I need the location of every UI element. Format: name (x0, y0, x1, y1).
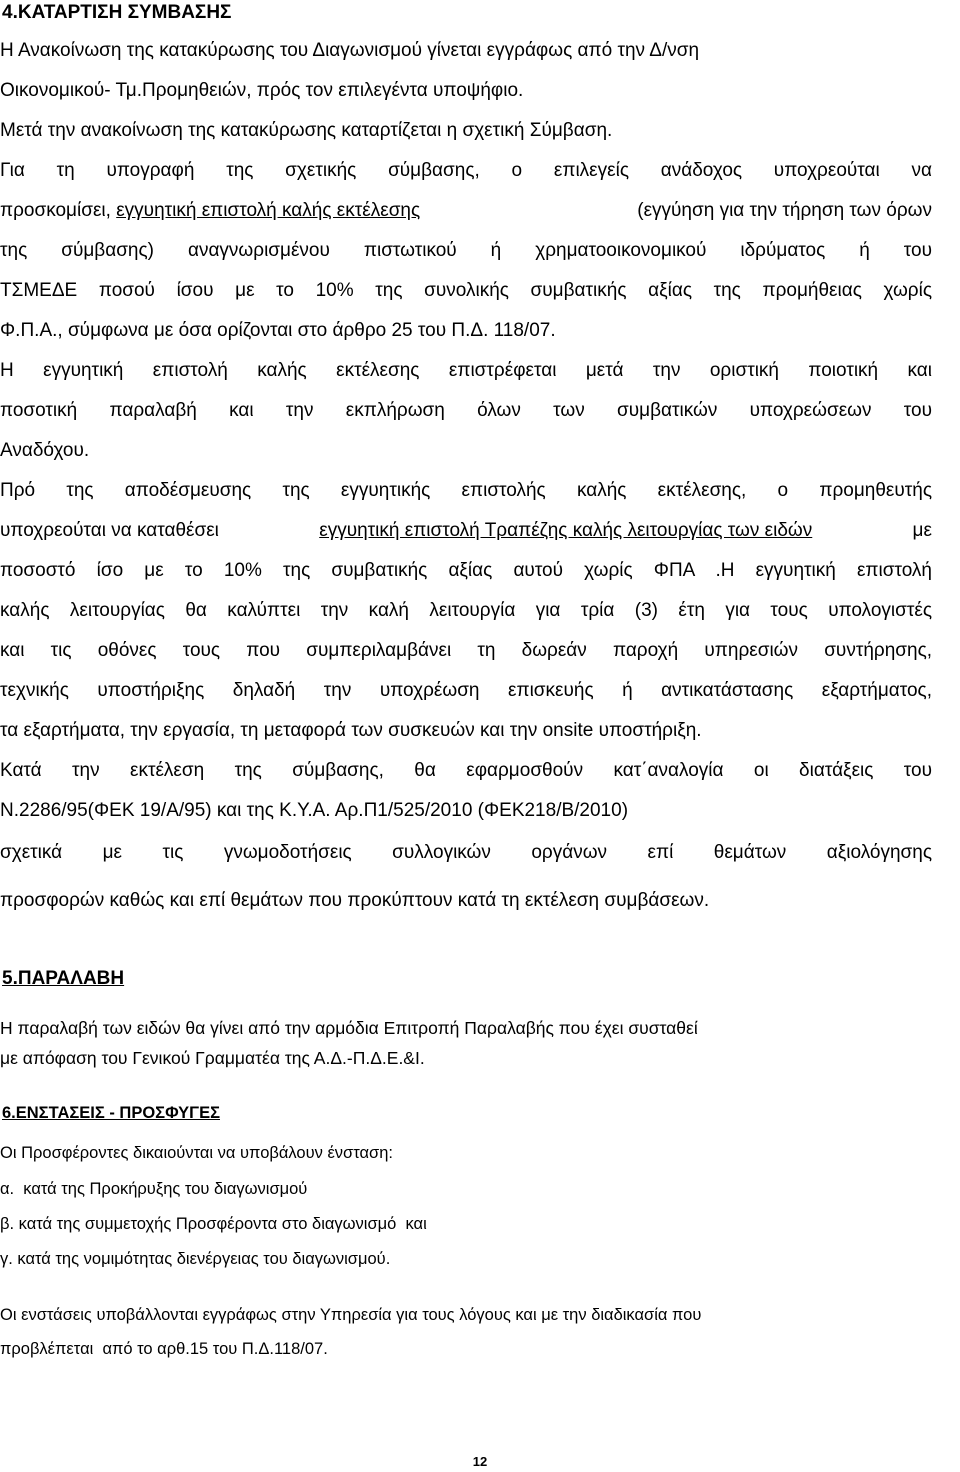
section-4-line: Μετά την ανακοίνωση της κατακύρωσης καταρτίζεται η σχετική Σύμβαση. (0, 120, 613, 141)
section-4-line: Η εγγυητική επιστολή καλής εκτέλεσης επιστρέφεται μετά την οριστική ποιοτική και (0, 360, 932, 381)
section-5-line: Η παραλαβή των ειδών θα γίνει από την αρμόδια Επιτροπή Παραλαβής που έχει συσταθεί (0, 1018, 698, 1038)
text-run: υποχρεούται να καταθέσει (0, 520, 225, 541)
section-4-line: σχετικά με τις γνωμοδοτήσεις συλλογικών οργάνων επί θεμάτων αξιολόγησης (0, 842, 932, 863)
guarantee-letter-term: εγγυητική επιστολή καλής εκτέλεσης (116, 200, 421, 221)
section-4-line: Αναδόχου. (0, 440, 90, 461)
text-run: προσκομίσει, (0, 200, 117, 221)
section-4-line: Η Ανακοίνωση της κατακύρωσης του Διαγωνισμού γίνεται εγγράφως από την Δ/νση (0, 40, 700, 61)
section-4-line: τα εξαρτήματα, την εργασία, τη μεταφορά των συσκευών και την onsite υποστήριξη. (0, 720, 702, 741)
warranty-letter-term: εγγυητική επιστολή Τραπέζης καλής λειτουργίας των ειδών (319, 520, 813, 541)
section-6-line: Οι ενστάσεις υποβάλλονται εγγράφως στην Υπηρεσία για τους λόγους και με την διαδικασία που (0, 1306, 702, 1324)
text-run: με (907, 520, 932, 541)
section-6-line: Οι Προσφέροντες δικαιούνται να υποβάλουν ένσταση: (0, 1144, 393, 1162)
section-6-heading: 6.ΕΝΣΤΑΣΕΙΣ - ΠΡΟΣΦΥΓΕΣ (2, 1104, 220, 1122)
section-4-heading: 4.ΚΑΤΑΡΤΙΣΗ ΣΥΜΒΑΣΗΣ (2, 2, 232, 23)
section-4-line: ποσοστό ίσο με το 10% της συμβατικής αξίας αυτού χωρίς ΦΠΑ .Η εγγυητική επιστολή (0, 560, 932, 581)
section-4-line: ποσοτική παραλαβή και την εκπλήρωση όλων των συμβατικών υποχρεώσεων του (0, 400, 932, 421)
section-4-line: προσφορών καθώς και επί θεμάτων που προκύπτουν κατά τη εκτέλεση συμβάσεων. (0, 890, 710, 911)
section-4-line: ΤΣΜΕΔΕ ποσού ίσου με το 10% της συνολικής συμβατικής αξίας της προμήθειας χωρίς (0, 280, 932, 301)
section-5-heading: 5.ΠΑΡΑΛΑΒΗ (2, 968, 125, 989)
section-4-line (0, 520, 932, 542)
section-4-line: της σύμβασης) αναγνωρισμένου πιστωτικού ή χρηματοοικονομικού ιδρύματος ή του (0, 240, 932, 261)
section-4-line: καλής λειτουργίας θα καλύπτει την καλή λειτουργία για τρία (3) έτη για τους υπολογιστές (0, 600, 932, 621)
section-4-line: Οικονομικού- Τμ.Προμηθειών, πρός τον επιλεγέντα υποψήφιο. (0, 80, 524, 101)
section-4-line: Πρό της αποδέσμευσης της εγγυητικής επιστολής καλής εκτέλεσης, ο προμηθευτής (0, 480, 932, 501)
section-4-line: Φ.Π.Α., σύμφωνα με όσα ορίζονται στο άρθρο 25 του Π.Δ. 118/07. (0, 320, 556, 341)
section-4-line: Ν.2286/95(ΦΕΚ 19/Α/95) και της Κ.Υ.Α. Αρ.Π1/525/2010 (ΦΕΚ218/Β/2010) (0, 800, 629, 821)
section-5-line: με απόφαση του Γενικού Γραμματέα της Α.Δ.-Π.Δ.Ε.&Ι. (0, 1048, 425, 1068)
section-4-line (0, 200, 932, 222)
section-4-line: Κατά την εκτέλεση της σύμβασης, θα εφαρμοσθούν κατ΄αναλογία οι διατάξεις του (0, 760, 932, 781)
section-4-line: τεχνικής υποστήριξης δηλαδή την υποχρέωση επισκευής ή αντικατάστασης εξαρτήματος, (0, 680, 932, 701)
objection-item-b: β. κατά της συμμετοχής Προσφέροντα στο διαγωνισμό και (0, 1215, 427, 1233)
page-number: 12 (472, 1454, 488, 1469)
section-4-line: και τις οθόνες τους που συμπεριλαμβάνει τη δωρεάν παροχή υπηρεσιών συντήρησης, (0, 640, 932, 661)
objection-item-c: γ. κατά της νομιμότητας διενέργειας του διαγωνισμού. (0, 1250, 391, 1268)
section-4-line: Για τη υπογραφή της σχετικής σύμβασης, ο επιλεγείς ανάδοχος υποχρεούται να (0, 160, 932, 181)
section-6-line: προβλέπεται από το αρθ.15 του Π.Δ.118/07. (0, 1340, 328, 1358)
objection-item-a: α. κατά της Προκήρυξης του διαγωνισμού (0, 1180, 308, 1198)
text-run: (εγγύηση για την τήρηση των όρων (626, 200, 932, 221)
